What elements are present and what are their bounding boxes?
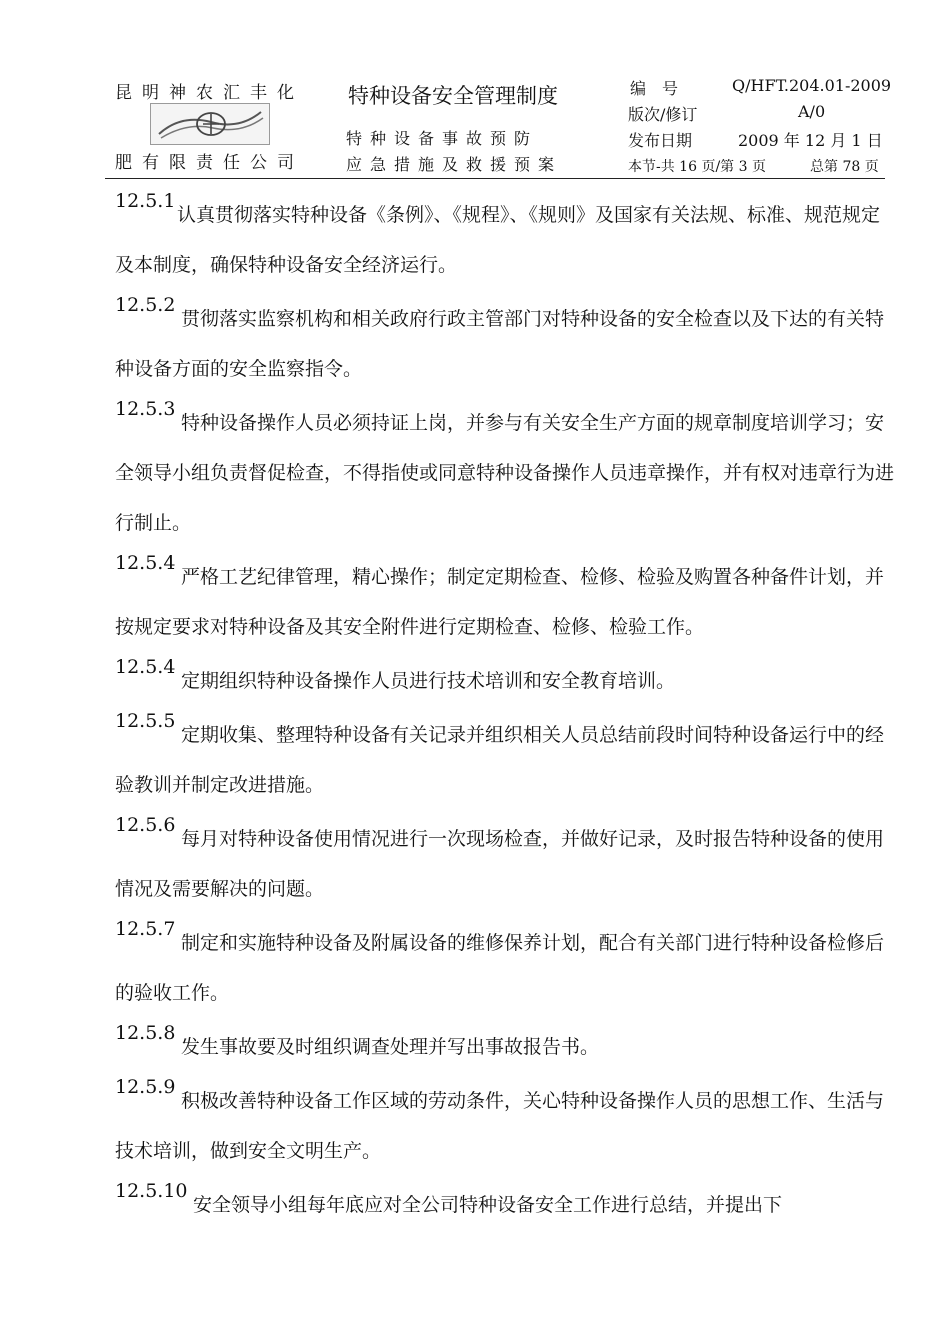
clause-text: 定期收集、整理特种设备有关记录并组织相关人员总结前段时间特种设备运行中的经验教训并制定改进措施。	[115, 724, 885, 796]
total-page-info: 总第 78 页	[810, 159, 879, 175]
clause-item	[0, 1076, 895, 1176]
clause-number: 12.5.2	[115, 294, 176, 316]
document-title: 特种设备安全管理制度	[348, 84, 558, 108]
section-title-line1: 特种设备事故预防	[346, 129, 539, 148]
clause-text: 制定和实施特种设备及附属设备的维修保养计划，配合有关部门进行特种设备检修后的验收工作。	[115, 932, 885, 1004]
document-header	[0, 0, 950, 180]
clause-number: 12.5.7	[115, 918, 176, 940]
clause-text: 定期组织特种设备操作人员进行技术培训和安全教育培训。	[181, 670, 676, 692]
clause-text: 发生事故要及时组织调查处理并写出事故报告书。	[181, 1036, 600, 1058]
clause-text: 严格工艺纪律管理，精心操作；制定定期检查、检修、检验及购置各种备件计划，并按规定要求对特种设备及其安全附件进行定期检查、检修、检验工作。	[115, 566, 885, 638]
release-date-value: 2009 年 12 月 1 日	[738, 131, 883, 150]
header-divider	[105, 178, 885, 179]
clause-number: 12.5.6	[115, 814, 176, 836]
clause-number: 12.5.4	[115, 656, 176, 678]
clause-item	[0, 552, 895, 652]
clause-item	[0, 656, 895, 706]
clause-item	[0, 1022, 895, 1072]
version-label: 版次/修订	[628, 105, 698, 124]
clause-item	[0, 814, 895, 914]
clause-number: 12.5.8	[115, 1022, 176, 1044]
clause-text: 安全领导小组每年底应对全公司特种设备安全工作进行总结，并提出下	[193, 1194, 783, 1216]
clause-number: 12.5.3	[115, 398, 176, 420]
clause-item	[0, 190, 895, 290]
clause-item	[0, 398, 895, 548]
release-date-label: 发布日期	[628, 131, 693, 150]
clause-item	[0, 710, 895, 810]
clause-text: 积极改善特种设备工作区域的劳动条件，关心特种设备操作人员的思想工作、生活与技术培训，做到安全文明生产。	[115, 1090, 885, 1162]
clause-item	[0, 294, 895, 394]
clause-number: 12.5.10	[115, 1180, 188, 1202]
company-name-line1: 昆明神农汇丰化	[115, 83, 304, 103]
clause-item	[0, 1180, 895, 1230]
company-name-line2: 肥有限责任公司	[115, 153, 304, 173]
code-label: 编 号	[630, 79, 679, 98]
clause-number: 12.5.9	[115, 1076, 176, 1098]
clause-list	[0, 190, 950, 1234]
clause-text: 每月对特种设备使用情况进行一次现场检查，并做好记录，及时报告特种设备的使用情况及需要解决的问题。	[115, 828, 885, 900]
section-title-line2: 应急措施及救援预案	[346, 155, 563, 174]
code-value: Q/HFT.204.01-2009	[732, 76, 892, 95]
clause-number: 12.5.5	[115, 710, 176, 732]
company-logo	[150, 103, 270, 145]
clause-text: 贯彻落实监察机构和相关政府行政主管部门对特种设备的安全检查以及下达的有关特种设备方面的安全监察指令。	[115, 308, 885, 380]
clause-text: 特种设备操作人员必须持证上岗，并参与有关安全生产方面的规章制度培训学习；安全领导小组负责督促检查，不得指使或同意特种设备操作人员违章操作，并有权对违章行为进行制止。	[115, 412, 895, 534]
clause-item	[0, 918, 895, 1018]
clause-number: 12.5.4	[115, 552, 176, 574]
version-value: A/0	[798, 102, 826, 121]
clause-number: 12.5.1	[115, 190, 176, 212]
logo-graphic	[151, 104, 269, 144]
clause-text: 认真贯彻落实特种设备《条例》、《规程》、《规则》及国家有关法规、标准、规范规定及本制度，确保特种设备安全经济运行。	[115, 204, 881, 276]
section-page-info: 本节-共 16 页/第 3 页	[628, 159, 766, 175]
